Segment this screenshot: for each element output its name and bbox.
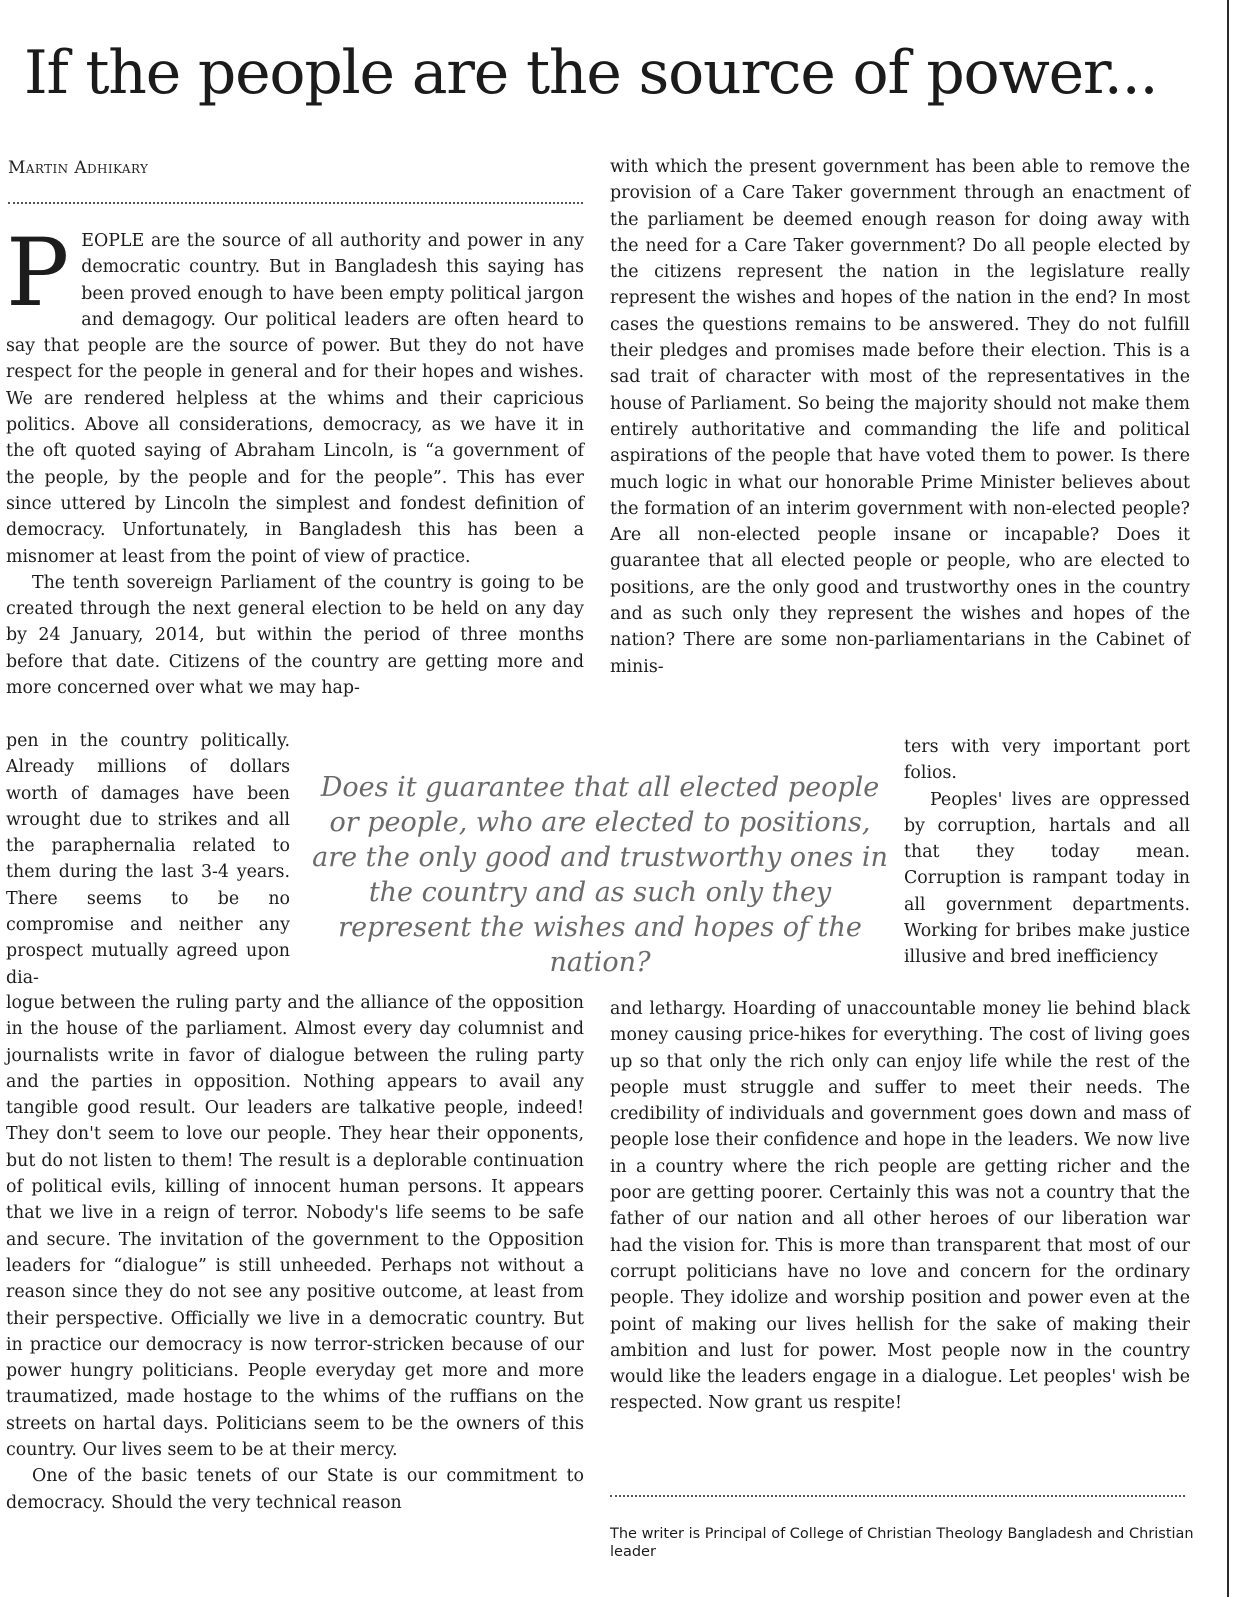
column-1-top xyxy=(6,219,584,701)
paragraph-col2-a: ters with very important port folios. xyxy=(904,737,1190,784)
column-1-mid: pen in the country politically. Already millions of dollars worth of damages have been wrought due to strikes and all the paraphernalia related to them during the last 3-4 years. There seems to be no compromise and neither any prospect mutually agreed upon dia- xyxy=(6,731,290,988)
footnote-divider xyxy=(610,1495,1185,1497)
column-rule-right xyxy=(1227,0,1229,1597)
paragraph-2-top: The tenth sovereign Parliament of the country is going to be created through the next general election to be held on any day by 24 January, 2014, but within the period of three months before that date. Citizens of the country are getting more and more concerned over what we may hap- xyxy=(6,572,584,699)
paragraph-2-bottom: logue between the ruling party and the alliance of the opposition in the house of the parliament. Almost every day columnist and journalists write in favor of dialogue between the ruling party and the parties in opposition. Nothing appears to avail any tangible good result. Our leaders are talkative people, indeed! They don't seem to love our people. They hear their opponents, but do not listen to them! The result is a deplorable continuation of political evils, killing of innocent human persons. It appears that we live in a reign of terror. Nobody's life seems to be safe and secure. The invitation of the government to the Opposition leaders for “dialogue” is still unheeded. Perhaps not without a reason since they do not see any positive outcome, at least from their perspective. Officially we live in a democratic country. But in practice our democracy is now terror-stricken because of our power hungry politicians. People everyday get more and more traumatized, made hostage to the whims of the ruffians on the streets on hartal days. Politicians seem to be the owners of this country. Our lives seem to be at their mercy. xyxy=(6,993,584,1461)
paragraph-1-text: EOPLE are the source of all authority and power in any democratic country. But in Bangladesh this saying has been proved enough to have been empty political jargon and demagogy. Our political leaders are often heard to say that people are the source of power. But they do not have respect for the people in general and for their hopes and wishes. We are rendered helpless at the whims and their capricious politics. Above all considerations, democracy, as we have it in the oft quoted saying of Abraham Lincoln, is “a government of the people, by the people and for the people”. This has ever since uttered by Lincoln the simplest and fondest definition of democracy. Unfortunately, in Bangladesh this has been a misnomer at least from the point of view of practice. xyxy=(6,231,584,567)
author-footnote: The writer is Principal of College of Christian Theology Bangladesh and Christian leader xyxy=(610,1526,1194,1560)
paragraph-col2-b: Peoples' lives are oppressed by corruption, hartals and all that they today mean. Corruption is rampant today in all government departments. Working for bribes make justice illusive and bred inefficiency xyxy=(904,789,1190,968)
column-1-bottom xyxy=(6,990,584,1516)
paragraph-1 xyxy=(6,219,584,570)
byline-divider xyxy=(8,202,583,204)
pull-quote: Does it guarantee that all elected people or people, who are elected to positions, are the only good and trustworthy ones in the country and as such only they represent the wishes and hopes of the nation? xyxy=(312,772,888,978)
headline: If the people are the source of power... xyxy=(24,38,1158,108)
column-2-bottom: and lethargy. Hoarding of unaccountable money lie behind black money causing price-hikes for everything. The cost of living goes up so that only the rich only can enjoy life while the rest of the people must struggle and suffer to meet their needs. The credibility of individuals and government goes down and mass of people lose their confidence and hope in the leaders. We now live in a country where the rich people are getting richer and the poor are getting poorer. Certainly this was not a country that the father of our nation and all other heroes of our liberation war had the vision for. This is more than transparent that most of our corrupt politicians have no love and concern for the ordinary people. They idolize and worship position and power even at the point of making our lives hellish for the sake of making their ambition and lust for power. Most people now in the country would like the leaders engage in a dialogue. Let peoples' wish be respected. Now grant us respite! xyxy=(610,999,1190,1414)
column-2-mid xyxy=(904,734,1190,971)
drop-cap: P xyxy=(6,219,70,328)
byline: Martin Adhikary xyxy=(8,158,149,178)
column-2-top: with which the present government has been able to remove the provision of a Care Taker government through an enactment of the parliament be deemed enough reason for doing away with the need for a Care Taker government? Do all people elected by the citizens represent the nation in the legislature really represent the wishes and hopes of the nation in the end? In most cases the questions remains to be answered. They do not fulfill their pledges and promises made before their election. This is a sad trait of character with most of the representatives in the house of Parliament. So being the majority should not make them entirely authoritative and commanding the life and political aspirations of the people that have voted them to power. Is there much logic in what our honorable Prime Minister believes about the formation of an interim government with non-elected people? Are all non-elected people insane or incapable? Does it guarantee that all elected people or people, who are elected to positions, are the only good and trustworthy ones in the country and as such only they represent the wishes and hopes of the nation? There are some non-parliamentarians in the Cabinet of minis- xyxy=(610,157,1190,677)
paragraph-3: One of the basic tenets of our State is our commitment to democracy. Should the very technical reason xyxy=(6,1466,584,1513)
